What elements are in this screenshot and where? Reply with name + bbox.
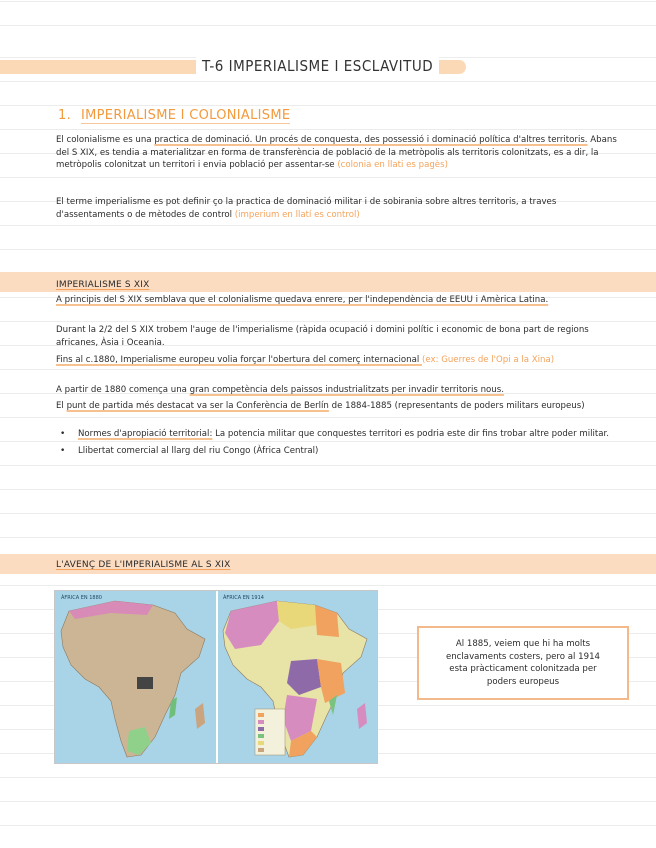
- section1-number: 1.: [58, 108, 72, 123]
- africa-maps-svg: [55, 591, 378, 764]
- bullet1-lead: Normes d'apropiació territorial:: [78, 429, 213, 439]
- legend-swatch-1: [258, 713, 264, 717]
- s2p1-text: A principis del S XIX semblava que el colonialisme quedava enrere, per l'independència de EEUU i Amèrica Latina.: [56, 295, 549, 305]
- africa-maps-image: [54, 590, 378, 764]
- section2-paragraph1: [56, 294, 622, 307]
- section1-heading-text: IMPERIALISME I COLONIALISME: [81, 108, 291, 123]
- section2-paragraph5: [56, 400, 622, 413]
- section1-paragraph1: [56, 134, 622, 172]
- s2p4-text-a: A partir de 1880 comença una: [56, 385, 190, 395]
- s1p1-text-a: El colonialisme es una: [56, 135, 155, 145]
- bullet1-text: La potencia militar que conquestes territori es podria este dir fins trobar altre poder militar.: [212, 429, 609, 439]
- section2-bullets: [56, 428, 622, 457]
- s2p5-text-b: punt de partida més destacat va ser la Conferència de Berlín: [66, 401, 329, 411]
- section2-paragraph3: [56, 354, 622, 367]
- bullet-item-normes: [56, 428, 622, 441]
- s1p1-text-c: Abans del S XIX, es tendia a materialitzar en forma de transferència de població de la metròpolis als territoris colonitzats, es a dir, la metròpolis colonitzat un territori i envia població per assentar-se: [56, 135, 617, 170]
- legend-swatch-3: [258, 727, 264, 731]
- s2p3-text-a: Fins al c.1880, Imperialisme europeu volia forçar l'obertura del comerç internacional: [56, 355, 422, 365]
- s2p5-text-a: El: [56, 401, 67, 411]
- s2p5-text-c: de 1884-1885 (representants de poders militars europeus): [328, 401, 585, 411]
- s1p2-text-a: El terme imperialisme es pot definir ço la practica de dominació militar i de sobirania sobre altres territoris, a traves d'assentaments o de mètodes de control: [56, 197, 557, 220]
- s2p4-text-b: gran competència dels paissos industrialitzats per invadir territoris nous.: [189, 385, 504, 395]
- bullet-item-llibertat: [56, 445, 622, 458]
- map-note-text: Al 1885, veiem que hi ha molts enclavaments costers, pero al 1914 esta pràcticament colonitzada per poders europeus: [445, 639, 601, 687]
- legend-swatch-6: [258, 748, 264, 752]
- bullet2-text: Llibertat comercial al llarg del riu Congo (Àfrica Central): [78, 445, 319, 456]
- s2p2-text: Durant la 2/2 del S XIX trobem l'auge de l'imperialisme (ràpida ocupació i domini polític i economic de bona part de regions africanes, Àsia i Oceania.: [56, 325, 589, 348]
- section1-paragraph2: [56, 196, 622, 221]
- legend-swatch-5: [258, 741, 264, 745]
- map-note-box: [417, 626, 629, 700]
- s1p1-note: (colonia en llati es pagès): [337, 160, 448, 170]
- section2-heading: IMPERIALISME S XIX: [56, 280, 150, 290]
- map-left-label: ÀFRICA EN 1880: [61, 595, 102, 601]
- s1p1-text-b: practica de dominació. Un procés de conquesta, des possessió i dominació política d'altres territoris.: [154, 135, 588, 145]
- page-title: T-6 IMPERIALISME I ESCLAVITUD: [196, 54, 439, 78]
- legend-swatch-2: [258, 720, 264, 724]
- legend-swatch-4: [258, 734, 264, 738]
- s2p3-note: (ex: Guerres de l'Opi a la Xina): [422, 355, 555, 365]
- map-right-label: ÀFRICA EN 1914: [223, 595, 264, 601]
- section3-heading: L'AVENÇ DE L'IMPERIALISME AL S XIX: [56, 560, 231, 570]
- section2-paragraph2: [56, 324, 622, 349]
- section2-paragraph4: [56, 384, 622, 397]
- s1p2-note: (imperium en llatí es control): [234, 209, 360, 220]
- section1-heading: [58, 108, 290, 123]
- africa-1880-congo: [137, 677, 153, 689]
- title-block: [0, 54, 656, 78]
